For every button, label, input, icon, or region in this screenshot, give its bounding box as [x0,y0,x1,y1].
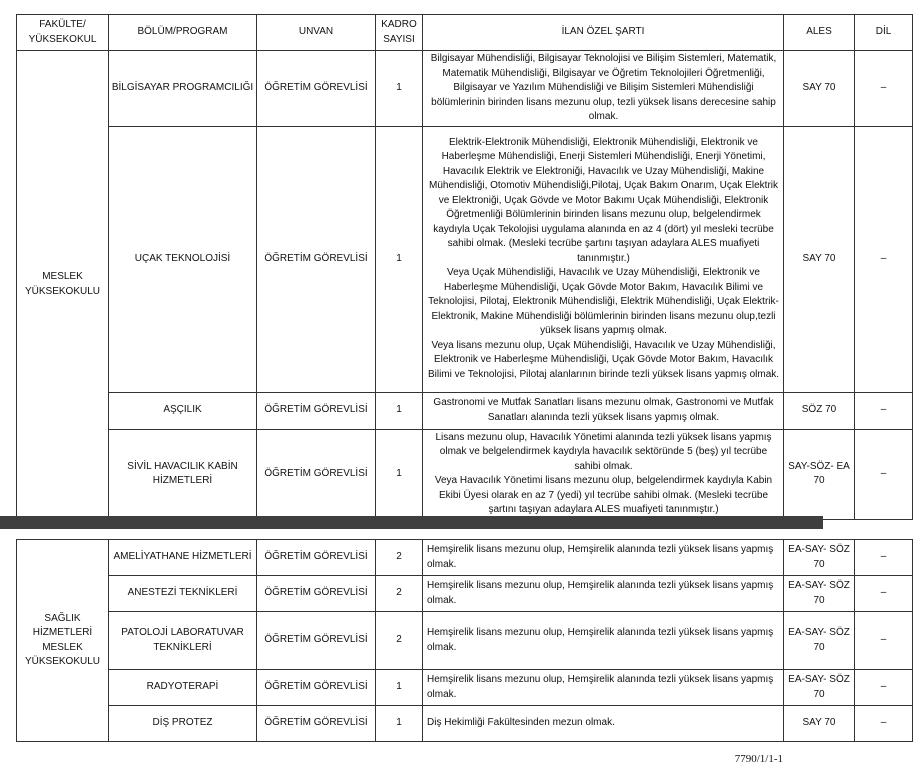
faculty-cell: SAĞLIK HİZMETLERİ MESLEK YÜKSEKOKULU [17,540,109,742]
header-program: BÖLÜM/PROGRAM [109,15,257,51]
count-cell: 1 [376,670,423,706]
requirement-cell: Diş Hekimliği Fakültesinden mezun olmak. [423,706,784,742]
title-cell: ÖĞRETİM GÖREVLİSİ [257,429,376,519]
ales-cell: SAY 70 [784,51,855,127]
table-row [17,670,913,706]
language-cell: – [855,126,913,392]
ales-cell: SÖZ 70 [784,392,855,429]
language-cell: – [855,392,913,429]
page-separator [0,516,823,529]
count-cell: 1 [376,429,423,519]
posting-table-bottom [16,539,913,742]
requirement-text: Veya Uçak Mühendisliği, Havacılık ve Uzay Mühendisliği, Elektronik ve Haberleşme Mühendisliği, Uçak Gövde Motor Bakım, Havacılık Bilimi ve Teknolojisi, Pilotaj, Elektronik Mühendisliği, Elektrik Mühendisliği, Uçak Elektrik-Elektronik, Makine Mühendisliği bölümlerinin birinden lisans mezunu olup,tezli yüksek lisans yapmış olmak. [428,267,779,337]
header-requirement: İLAN ÖZEL ŞARTI [423,15,784,51]
count-cell: 2 [376,612,423,670]
requirement-text: Elektrik-Elektronik Mühendisliği, Elektronik Mühendisliği, Elektronik ve Haberleşme Mühendisliği, Enerji Sistemleri Mühendisliği, Enerji Yönetimi, Havacılık Elektrik ve Elektroniği, Havacılık ve Uzay Mühendisliği, Makine Mühendisliği, Otomotiv Mühendisliği,Pilotaj, Uçak Bakım Onarım, Uçak Elektrik ve Elektroniği, Uçak Gövde ve Motor Bakımı Uçak Mühendisliği, Elektronik Öğretmenliği Bölümlerinin birinden lisans mezunu olup, belgelendirmek kaydıyla Uçak Tekolojisi uygulama alanında en az 4 (dört) yıl mesleki tecrübe sahibi olmak. (Mesleki tecrübe şartını taşıyan adaylara ALES muafiyeti tanınmıştır.) [428,136,778,264]
table-row [17,429,913,519]
ales-cell: EA-SAY- SÖZ 70 [784,670,855,706]
title-cell: ÖĞRETİM GÖREVLİSİ [257,612,376,670]
program-cell: UÇAK TEKNOLOJİSİ [109,126,257,392]
header-faculty: FAKÜLTE/ YÜKSEKOKUL [17,15,109,51]
ales-cell: SAY-SÖZ- EA 70 [784,429,855,519]
title-cell: ÖĞRETİM GÖREVLİSİ [257,670,376,706]
table-row [17,51,913,127]
language-cell: – [855,540,913,576]
requirement-cell: Hemşirelik lisans mezunu olup, Hemşirelik alanında tezli yüksek lisans yapmış olmak. [423,612,784,670]
document-code: 7790/1/1-1 [734,753,783,765]
program-cell: PATOLOJİ LABORATUVAR TEKNİKLERİ [109,612,257,670]
title-cell: ÖĞRETİM GÖREVLİSİ [257,706,376,742]
requirement-text: Veya lisans mezunu olup, Uçak Mühendisliği, Havacılık ve Uzay Mühendisliği, Elektronik ve Haberleşme Mühendisliği, Uçak Gövde Motor Bakım, Havacılık Bilimi ve Teknolojisi, Pilotaj alanlarının birinde tezli yüksek lisans yapmış olmak. [427,339,780,380]
ales-cell: EA-SAY- SÖZ 70 [784,576,855,612]
title-cell: ÖĞRETİM GÖREVLİSİ [257,126,376,392]
language-cell: – [855,612,913,670]
title-cell: ÖĞRETİM GÖREVLİSİ [257,576,376,612]
requirement-cell [423,126,784,392]
requirement-text: Gastronomi ve Mutfak Sanatları lisans mezunu olmak, Gastronomi ve Mutfak Sanatları alanında tezli yüksek lisans yapmış olmak. [433,397,774,423]
requirement-cell [423,51,784,127]
table-row [17,576,913,612]
requirement-cell [423,392,784,429]
title-cell: ÖĞRETİM GÖREVLİSİ [257,540,376,576]
table-header-row [17,15,913,51]
requirement-cell [423,429,784,519]
language-cell: – [855,670,913,706]
requirement-text: Bilgisayar Mühendisliği, Bilgisayar Teknolojisi ve Bilişim Sistemleri, Matematik, Matematik Mühendisliği, Bilgisayar ve Öğretim Teknolojileri Öğretmenliği, Bilgisayar ve Yazılım Mühendisliği ve Bilişim Sistemleri Mühendisliği bölümlerinin birinden lisans mezunu olup, tezli yüksek lisans derecesine sahip olmak. [430,53,777,122]
language-cell: – [855,51,913,127]
table-row [17,126,913,392]
requirement-cell: Hemşirelik lisans mezunu olup, Hemşirelik alanında tezli yüksek lisans yapmış olmak. [423,576,784,612]
header-language: DİL [855,15,913,51]
count-cell: 1 [376,706,423,742]
header-title: UNVAN [257,15,376,51]
requirement-cell: Hemşirelik lisans mezunu olup, Hemşirelik alanında tezli yüksek lisans yapmış olmak. [423,540,784,576]
ales-cell: SAY 70 [784,706,855,742]
program-cell: ANESTEZİ TEKNİKLERİ [109,576,257,612]
count-cell: 2 [376,576,423,612]
table-row [17,612,913,670]
table-row [17,706,913,742]
program-cell: AŞÇILIK [109,392,257,429]
header-ales: ALES [784,15,855,51]
language-cell: – [855,429,913,519]
program-cell: AMELİYATHANE HİZMETLERİ [109,540,257,576]
program-cell: DİŞ PROTEZ [109,706,257,742]
ales-cell: EA-SAY- SÖZ 70 [784,612,855,670]
faculty-cell: MESLEK YÜKSEKOKULU [17,51,109,520]
header-count: KADRO SAYISI [376,15,423,51]
program-cell: SİVİL HAVACILIK KABİN HİZMETLERİ [109,429,257,519]
table-row [17,540,913,576]
count-cell: 1 [376,126,423,392]
count-cell: 2 [376,540,423,576]
requirement-text: Veya Havacılık Yönetimi lisans mezunu olup, belgelendirmek kaydıyla Kabin Ekibi Üyesi olarak en az 7 (yedi) yıl tecrübe sahibi olmak. (Mesleki tecrübe şartını taşıyan adaylara ALES muafiyeti tanınmıştır.) [434,475,773,515]
title-cell: ÖĞRETİM GÖREVLİSİ [257,51,376,127]
requirement-cell: Hemşirelik lisans mezunu olup, Hemşirelik alanında tezli yüksek lisans yapmış olmak. [423,670,784,706]
program-cell: BİLGİSAYAR PROGRAMCILIĞI [109,51,257,127]
program-cell: RADYOTERAPİ [109,670,257,706]
count-cell: 1 [376,392,423,429]
posting-table-top [16,14,913,520]
language-cell: – [855,576,913,612]
ales-cell: SAY 70 [784,126,855,392]
title-cell: ÖĞRETİM GÖREVLİSİ [257,392,376,429]
ales-cell: EA-SAY- SÖZ 70 [784,540,855,576]
count-cell: 1 [376,51,423,127]
requirement-text: Lisans mezunu olup, Havacılık Yönetimi alanında tezli yüksek lisans yapmış olmak ve belgelendirmek kaydıyla havacılık sektöründe 5 (beş) yıl tecrübe sahibi olmak. [435,431,772,472]
page-gap [0,529,823,537]
language-cell: – [855,706,913,742]
table-row [17,392,913,429]
